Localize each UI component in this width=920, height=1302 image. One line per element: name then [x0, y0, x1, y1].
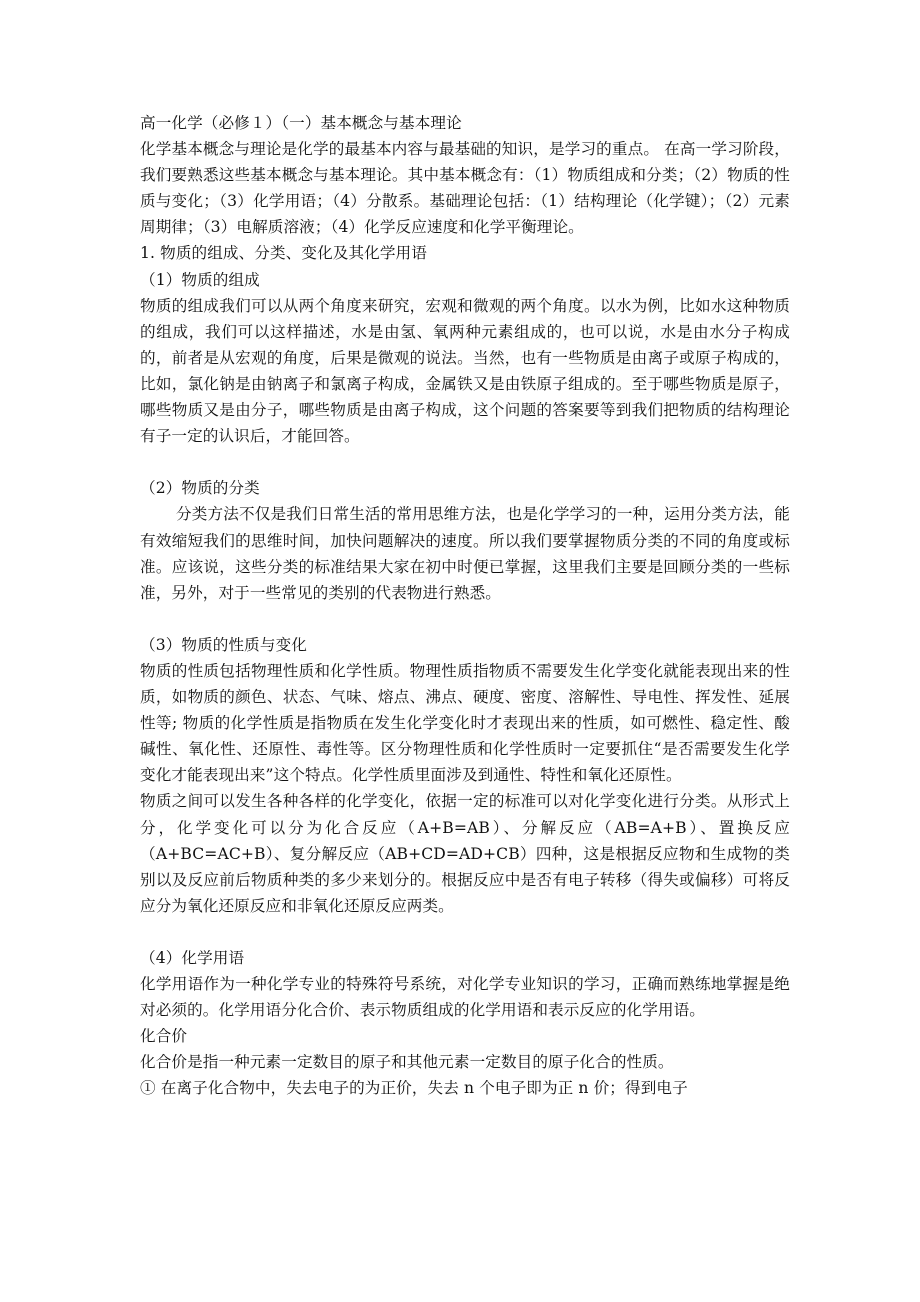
- subsection-4-text: 化学用语作为一种化学专业的特殊符号系统，对化学专业知识的学习，正确而熟练地掌握是绝对必须的。化学用语分化合价、表示物质组成的化学用语和表示反应的化学用语。: [140, 975, 790, 1020]
- spacer: [140, 449, 790, 475]
- subsection-1-heading: （1）物质的组成: [140, 270, 260, 289]
- valence-text: 化合价是指一种元素一定数目的原子和其他元素一定数目的原子化合的性质。: [140, 1053, 674, 1072]
- valence-item-1: ① 在离子化合物中，失去电子的为正价，失去 n 个电子即为正 n 价；得到电子: [140, 1079, 688, 1098]
- subsection-2-heading: （2）物质的分类: [140, 479, 260, 498]
- spacer: [140, 606, 790, 632]
- spacer: [140, 919, 790, 945]
- document-page: [140, 110, 790, 1102]
- subsection-3-text-2: 物质之间可以发生各种各样的化学变化，依据一定的标准可以对化学变化进行分类。从形式上分，化学变化可以分为化合反应（A+B=AB）、分解反应（AB=A+B）、置换反应（A+BC=AC+B）、复分解反应（AB+CD=AD+CB）四种，这是根据反应物和生成物的类别以及反应前后物质种类的多少来划分的。根据反应中是否有电子转移（得失或偏移）可将反应分为氧化还原反应和非氧化还原反应两类。: [140, 792, 790, 915]
- subsection-4-heading: （4）化学用语: [140, 949, 245, 967]
- valence-heading: 化合价: [140, 1027, 188, 1046]
- subsection-2-text: 分类方法不仅是我们日常生活的常用思维方法，也是化学学习的一种，运用分类方法，能有效缩短我们的思维时间，加快问题解决的速度。所以我们要掌握物质分类的不同的角度或标准。应该说，这些分类的标准结果大家在初中时便已掌握，这里我们主要是回顾分类的一些标准，另外，对于一些常见的类别的代表物进行熟悉。: [140, 505, 790, 602]
- subsection-3-heading: （3）物质的性质与变化: [140, 635, 307, 654]
- subsection-1-text: 物质的组成我们可以从两个角度来研究，宏观和微观的两个角度。以水为例，比如水这种物质的组成，我们可以这样描述，水是由氢、氧两种元素组成的，也可以说，水是由水分子构成的，前者是从宏观的角度，后果是微观的说法。当然，也有一些物质是由离子或原子构成的，比如，氯化钠是由钠离子和氯离子构成，金属铁又是由铁原子组成的。至于哪些物质是原子，哪些物质又是由分子，哪些物质是由离子构成，这个问题的答案要等到我们把物质的结构理论有子一定的认识后，才能回答。: [140, 296, 790, 446]
- section-1-heading: 1. 物质的组成、分类、变化及其化学用语: [140, 244, 427, 263]
- document-title: 高一化学（必修１）（一）基本概念与基本理论: [140, 114, 462, 132]
- subsection-3-text-1: 物质的性质包括物理性质和化学性质。物理性质指物质不需要发生化学变化就能表现出来的性质，如物质的颜色、状态、气味、熔点、沸点、硬度、密度、溶解性、导电性、挥发性、延展性等; 物质的化学性质是指物质在发生化学变化时才表现出来的性质，如可燃性、稳定性、酸碱性、氧化性、还原性、毒性等。区分物理性质和化学性质时一定要抓住“是否需要发生化学变化才能表现出来”这个特点。化学性质里面涉及到通性、特性和氧化还原性。: [140, 661, 790, 785]
- intro-paragraph: 化学基本概念与理论是化学的最基本内容与最基础的知识，是学习的重点。 在高一学习阶段，我们要熟悉这些基本概念与基本理论。其中基本概念有：（1）物质组成和分类；（2）物质的性质与变化；（3）化学用语；（4）分散系。基础理论包括：（1）结构理论（化学键）；（2）元素周期律；（3）电解质溶液；（4）化学反应速度和化学平衡理论。: [140, 140, 790, 237]
